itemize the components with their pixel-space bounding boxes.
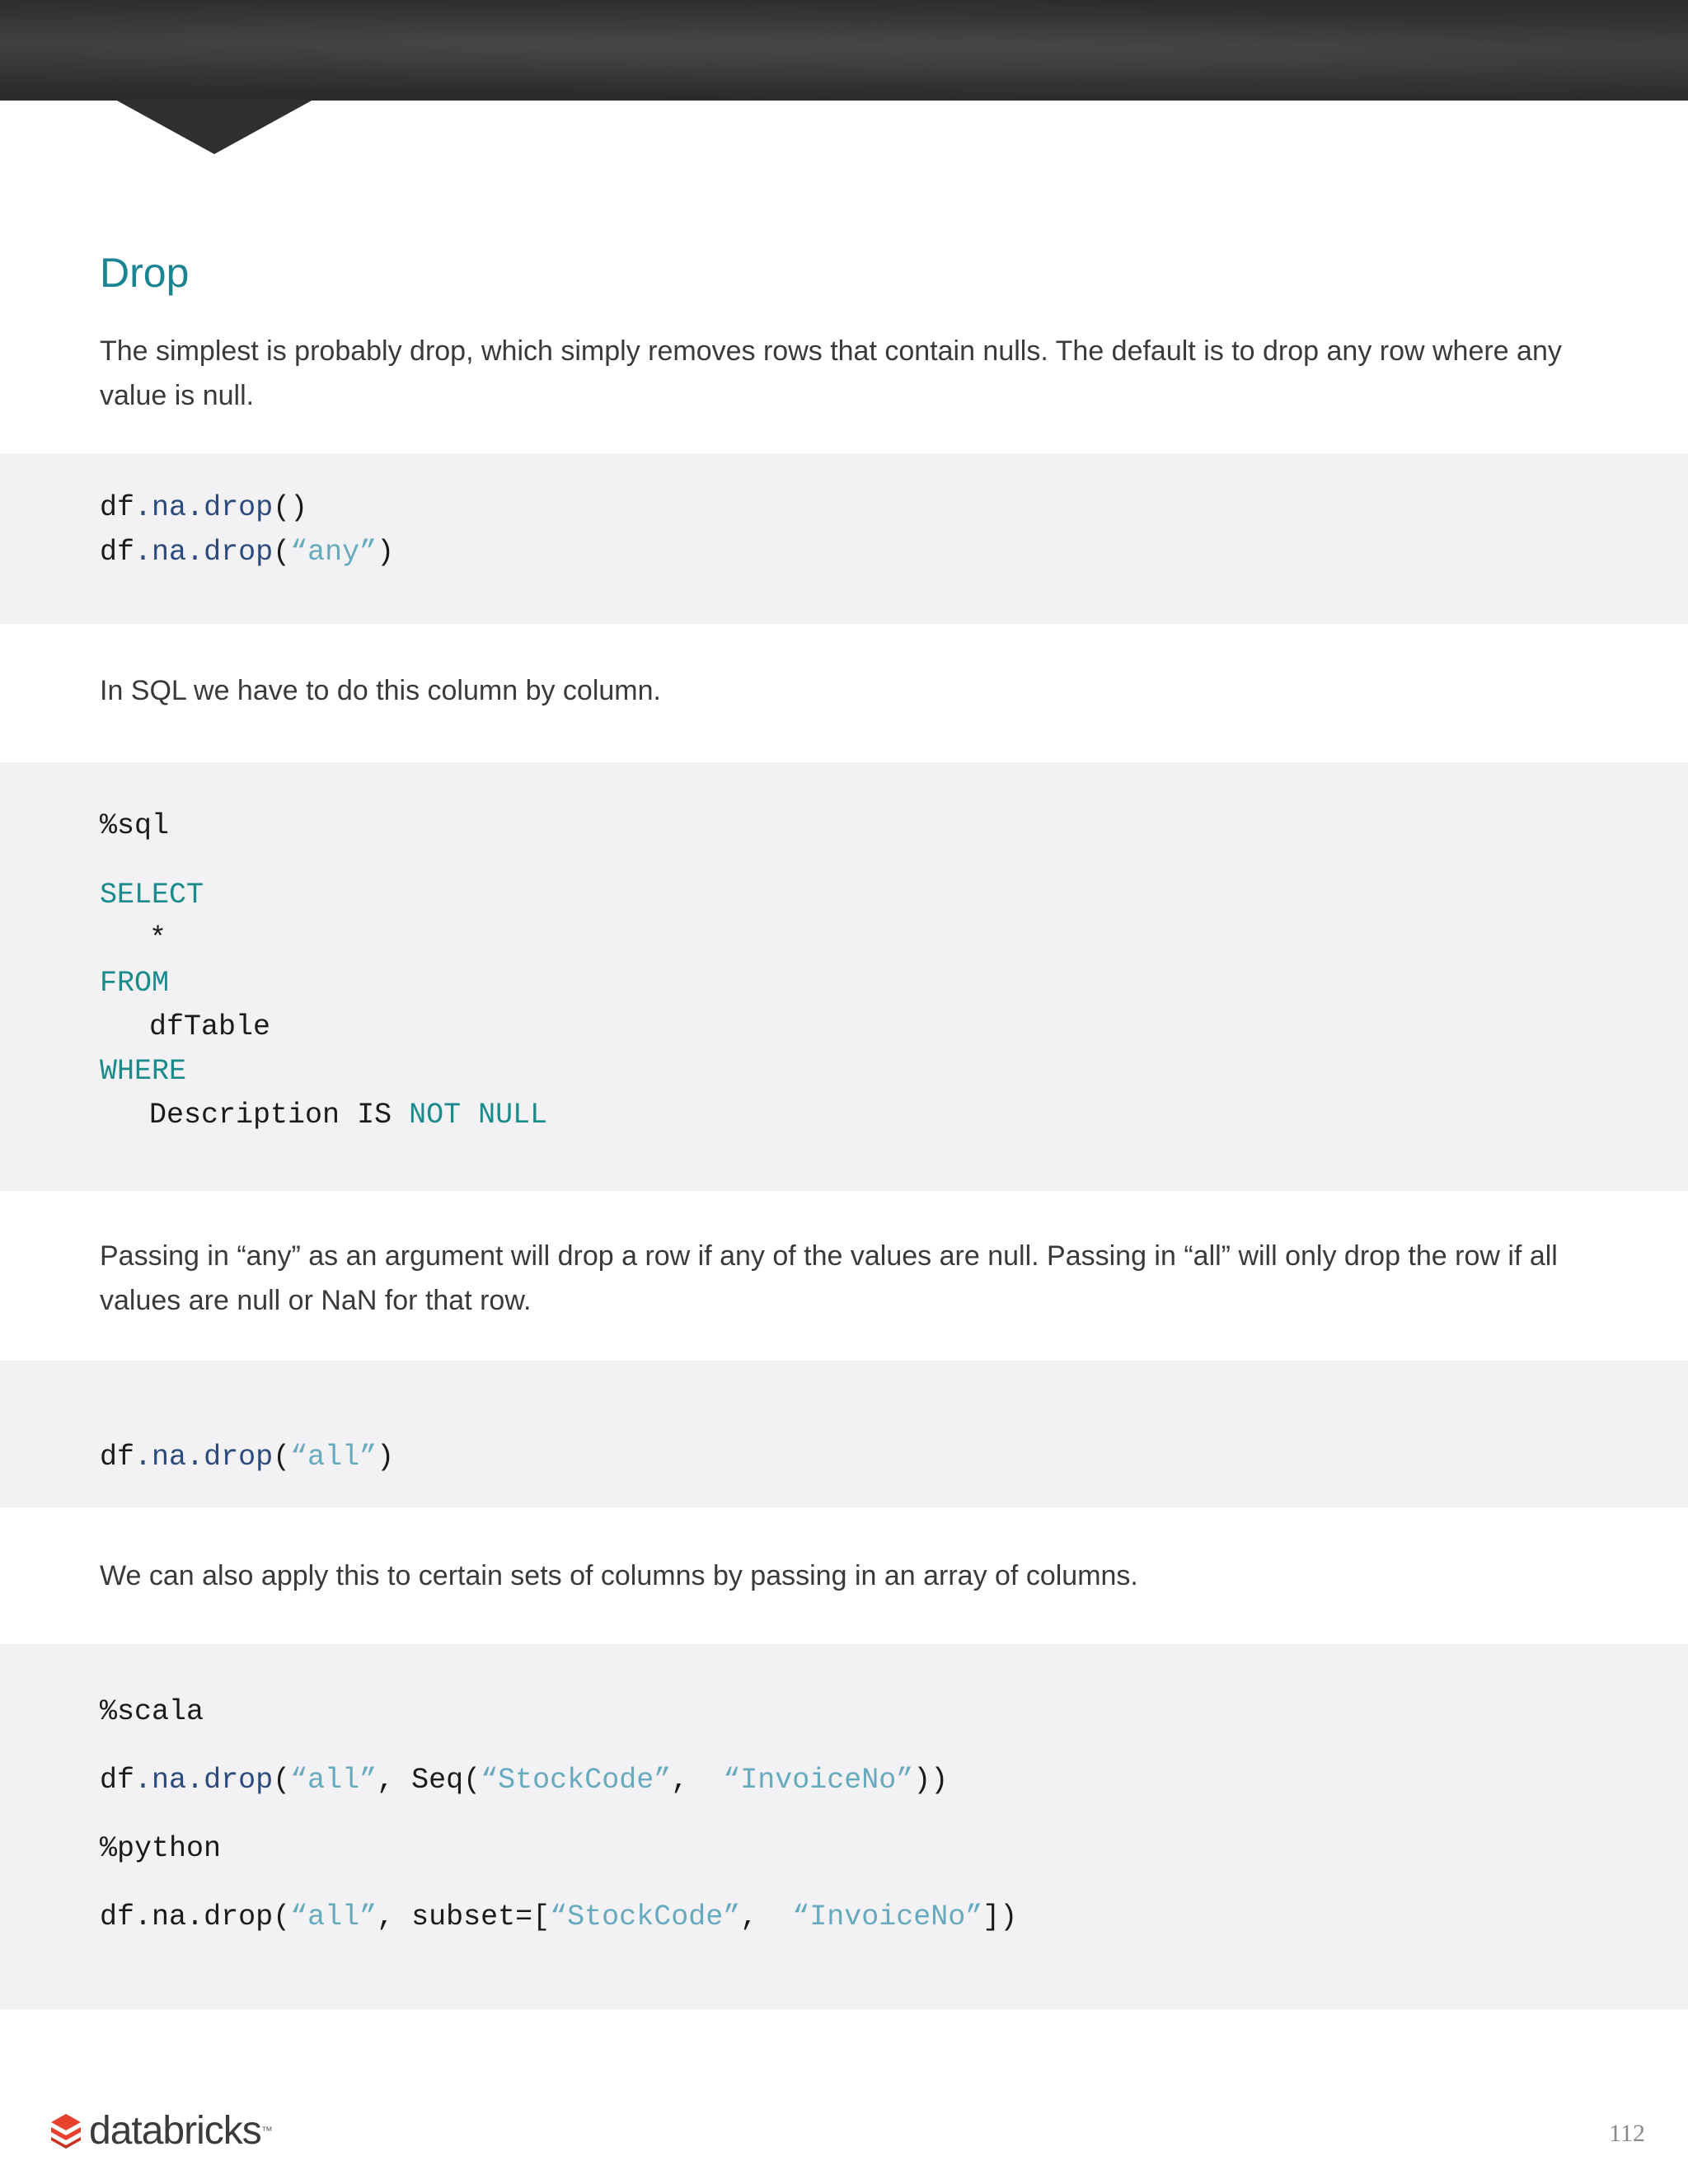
code-line: * <box>149 922 167 955</box>
section-title: Drop <box>100 250 190 296</box>
code-line: WHERE <box>100 1055 187 1088</box>
code-line: df.na.drop(“all”, subset=[“StockCode”, “InvoiceNo”]) <box>100 1900 1018 1933</box>
columns-paragraph: We can also apply this to certain sets of columns by passing in an array of columns. <box>100 1560 1138 1591</box>
code-block-subset <box>0 1644 1688 2009</box>
header-band <box>0 0 1688 101</box>
page-number: 112 <box>1609 2120 1645 2147</box>
code-block-sql <box>0 762 1688 1191</box>
code-line: dfTable <box>149 1010 271 1043</box>
header-notch <box>115 100 313 154</box>
intro-paragraph: The simplest is probably drop, which simply removes rows that contain nulls. The default is to drop any row where any value is null. <box>100 335 1562 411</box>
code-line: %scala <box>100 1695 204 1728</box>
code-line: %python <box>100 1832 222 1865</box>
code-block-drop <box>0 453 1688 624</box>
code-block-drop-all <box>0 1361 1688 1507</box>
logo-trademark: ™ <box>260 2124 273 2137</box>
code-line: SELECT <box>100 879 204 912</box>
code-line: df.na.drop(“all”, Seq(“StockCode”, “InvoiceNo”)) <box>100 1764 949 1797</box>
any-all-paragraph: Passing in “any” as an argument will drop a row if any of the values are null. Passing in “all” will only drop the row if all values are null or NaN for that row. <box>100 1240 1558 1316</box>
code-line: Description IS NOT NULL <box>149 1099 548 1132</box>
code-line: df.na.drop(“any”) <box>100 536 395 569</box>
code-line: df.na.drop(“all”) <box>100 1441 395 1474</box>
sql-note-paragraph: In SQL we have to do this column by column. <box>100 675 661 706</box>
databricks-logo <box>49 2108 273 2153</box>
databricks-logo-icon <box>49 2112 82 2149</box>
logo-wordmark: databricks <box>89 2108 261 2153</box>
code-line: FROM <box>100 967 170 1000</box>
code-line: df.na.drop() <box>100 491 308 524</box>
code-line: %sql <box>100 809 170 842</box>
